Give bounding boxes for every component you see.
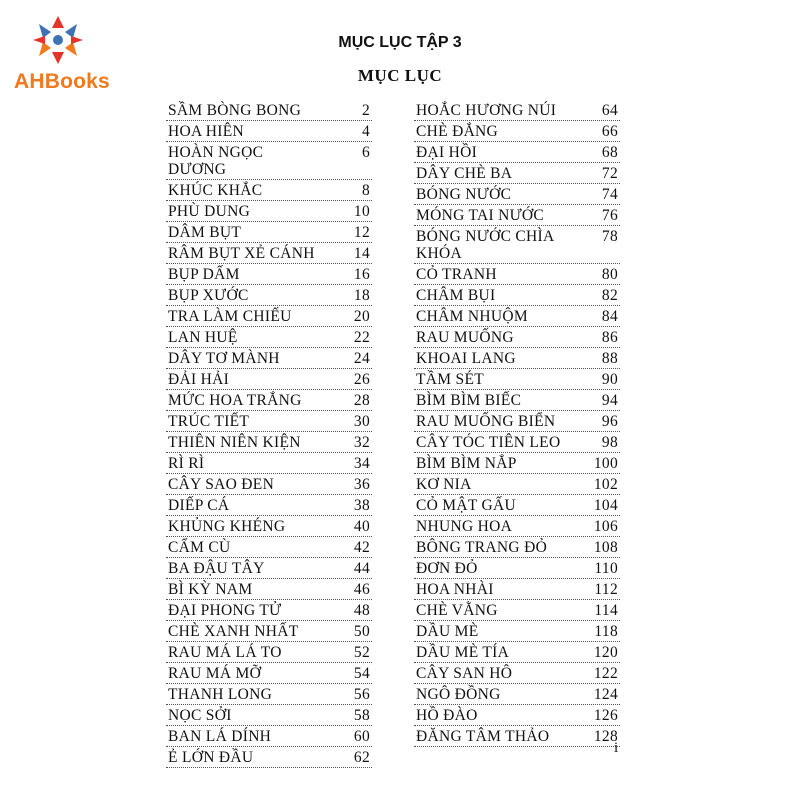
toc-entry-page: 84 [601,308,618,325]
toc-entry-page: 98 [601,434,618,451]
toc-entry-title: CỎ MẬT GẤU [416,497,517,514]
toc-entry-title: BÔNG TRANG ĐỎ [416,539,548,556]
toc-entry[interactable] [166,121,372,142]
toc-entry[interactable] [414,684,620,705]
toc-entry-page: 120 [593,644,618,661]
logo-text: AHBooks [14,70,110,93]
toc-entry-title: THANH LONG [168,686,273,703]
toc-entry[interactable] [166,100,372,121]
toc-entry[interactable] [414,121,620,142]
toc-entry-page: 118 [594,623,618,640]
toc-entry[interactable] [166,432,372,453]
toc-entry-page: 12 [353,224,370,241]
toc-entry-page: 100 [593,455,618,472]
toc-entry-title: DẦU MÈ TÍA [416,644,510,661]
toc-entry[interactable] [166,558,372,579]
toc-entry-page: 112 [594,581,618,598]
toc-entry-page: 32 [353,434,370,451]
toc-entry[interactable] [166,642,372,663]
toc-heading: MỤC LỤC [357,66,443,85]
toc-entry-title: BÓNG NƯỚC CHÌA KHÓA [416,228,554,262]
toc-entry-title: KHỦNG KHÉNG [168,518,286,535]
toc-entry[interactable] [414,621,620,642]
toc-entry-page: 28 [353,392,370,409]
toc-entry[interactable] [414,453,620,474]
toc-entry[interactable] [414,642,620,663]
toc-entry-title: TRÚC TIẾT [168,413,250,430]
toc-entry-page: 96 [601,413,618,430]
toc-entry[interactable] [414,495,620,516]
toc-entry-title: HỒ ĐÀO [416,707,478,724]
toc-entry-title: NHUNG HOA [416,518,513,535]
toc-entry-page: 88 [601,350,618,367]
toc-entry[interactable] [414,348,620,369]
toc-entry-title: KHOAI LANG [416,350,516,367]
toc-entry-page: 62 [353,749,370,766]
toc-entry-title: RAU MUỐNG [416,329,514,346]
toc-entry-page: 56 [353,686,370,703]
toc-entry[interactable] [414,537,620,558]
toc-entry[interactable] [414,100,620,121]
toc-entry[interactable] [166,537,372,558]
toc-entry[interactable] [166,411,372,432]
toc-entry-page: 44 [353,560,370,577]
toc-entry-page: 40 [353,518,370,535]
toc-entry-page: 82 [601,287,618,304]
toc-entry-page: 20 [353,308,370,325]
toc-entry-page: 124 [593,686,618,703]
toc-entry-page: 10 [353,203,370,220]
toc-entry-title: HOA HIÊN [168,123,245,140]
toc-entry-title: ĐẢI HẢI [168,371,230,388]
toc-entry-title: KƠ NIA [416,476,472,493]
toc-entry[interactable] [414,264,620,285]
toc-entry-title: MÓNG TAI NƯỚC [416,207,545,224]
toc-entry[interactable] [166,747,372,768]
toc-entry[interactable] [166,495,372,516]
toc-entry[interactable] [414,163,620,184]
toc-entry-title: CHÂM NHUỘM [416,308,528,325]
toc-entry[interactable] [166,306,372,327]
toc-entry[interactable] [166,600,372,621]
toc-entry-title: BÓNG NƯỚC [416,186,512,203]
toc-entry[interactable] [166,222,372,243]
toc-entry-title: DÂY TƠ MÀNH [168,350,280,367]
toc-entry[interactable] [414,432,620,453]
toc-entry-page: 34 [353,455,370,472]
toc-entry-title: ĐĂNG TÂM THẢO [416,728,550,745]
toc-entry[interactable] [166,180,372,201]
toc-entry[interactable] [166,621,372,642]
toc-entry-title: DIẾP CÁ [168,497,230,514]
toc-entry-title: THIÊN NIÊN KIỆN [168,434,301,451]
toc-entry[interactable] [166,348,372,369]
toc-entry-title: BÌM BÌM BIẾC [416,392,522,409]
toc-entry[interactable] [414,390,620,411]
toc-entry-title: CHÈ VẰNG [416,602,498,619]
toc-entry-page: 30 [353,413,370,430]
toc-entry[interactable] [166,579,372,600]
toc-entry[interactable] [166,516,372,537]
toc-entry-page: 2 [361,102,370,119]
toc-entry[interactable] [414,306,620,327]
toc-entry-title: DÂM BỤT [168,224,242,241]
toc-right-column [414,100,620,747]
toc-entry-title: CÂY SAO ĐEN [168,476,275,493]
toc-entry[interactable] [166,453,372,474]
toc-left-column [166,100,372,768]
toc-entry-title: PHÙ DUNG [168,203,251,220]
toc-entry-title: LAN HUỆ [168,329,238,346]
toc-entry[interactable] [414,184,620,205]
toc-entry-page: 80 [601,266,618,283]
toc-entry-title: DẦU MÈ [416,623,479,640]
toc-entry-page: 60 [353,728,370,745]
toc-entry[interactable] [166,684,372,705]
toc-entry-page: 64 [601,102,618,119]
toc-entry[interactable] [166,327,372,348]
toc-entry-title: ĐẠI HỒI [416,144,478,161]
toc-entry-title: RAU MÁ MỠ [168,665,262,682]
toc-entry-title: BỤP XƯỚC [168,287,249,304]
toc-entry-page: 18 [353,287,370,304]
series-title: MỤC LỤC TẬP 3 [338,34,462,51]
toc-entry-page: 74 [601,186,618,203]
toc-entry-page: 122 [593,665,618,682]
toc-entry-page: 50 [353,623,370,640]
toc-entry[interactable] [414,474,620,495]
toc-entry-title: MỨC HOA TRẮNG [168,392,302,409]
toc-entry-page: 16 [353,266,370,283]
toc-entry[interactable] [166,369,372,390]
toc-entry-title: RAU MÁ LÁ TO [168,644,282,661]
toc-entry-title: CHÈ XANH NHẤT [168,623,299,640]
toc-entry[interactable] [166,142,372,180]
toc-entry-page: 8 [361,182,370,199]
toc-entry-title: NGÔ ĐỒNG [416,686,501,703]
toc-entry-page: 36 [353,476,370,493]
toc-entry[interactable] [166,705,372,726]
toc-entry-title: HOÀN NGỌC DƯƠNG [168,144,264,178]
toc-entry[interactable] [166,285,372,306]
toc-entry[interactable] [414,285,620,306]
toc-entry-page: 110 [594,560,618,577]
toc-entry[interactable] [414,705,620,726]
toc-entry-page: 78 [601,228,618,245]
toc-entry-page: 104 [593,497,618,514]
toc-entry-title: BA ĐẬU TÂY [168,560,265,577]
toc-entry-title: BÌ KỲ NAM [168,581,253,598]
toc-entry[interactable] [166,390,372,411]
toc-entry[interactable] [414,663,620,684]
toc-entry[interactable] [414,579,620,600]
toc-entry-title: CHÈ ĐẮNG [416,123,499,140]
toc-entry-title: TẦM SÉT [416,371,484,388]
toc-entry-page: 14 [353,245,370,262]
toc-entry-page: 46 [353,581,370,598]
toc-entry[interactable] [414,411,620,432]
toc-entry-page: 42 [353,539,370,556]
toc-entry-page: 38 [353,497,370,514]
toc-entry-title: Ẻ LỚN ĐẦU [168,749,254,766]
toc-entry-title: RÂM BỤT XẺ CÁNH [168,245,315,262]
toc-entry[interactable] [414,226,620,264]
toc-entry-title: ĐƠN ĐỎ [416,560,478,577]
toc-entry-page: 6 [361,144,370,161]
toc-entry-title: HOẮC HƯƠNG NÚI [416,102,557,119]
toc-entry-page: 102 [593,476,618,493]
toc-entry-title: NỌC SỞI [168,707,232,724]
toc-entry[interactable] [166,264,372,285]
toc-entry-title: BAN LÁ DÍNH [168,728,272,745]
toc-entry-title: SẦM BÒNG BONG [168,102,302,119]
toc-entry-page: 52 [353,644,370,661]
toc-entry[interactable] [166,726,372,747]
toc-entry-title: BÌM BÌM NẮP [416,455,517,472]
toc-entry[interactable] [414,369,620,390]
toc-entry-title: DÂY CHÈ BA [416,165,513,182]
toc-entry-title: CHÂM BỤI [416,287,496,304]
toc-entry-title: CỎ TRANH [416,266,497,283]
toc-entry-page: 126 [593,707,618,724]
toc-entry-page: 54 [353,665,370,682]
toc-entry[interactable] [166,243,372,264]
toc-entry[interactable] [414,600,620,621]
toc-entry-page: 76 [601,207,618,224]
toc-entry-page: 68 [601,144,618,161]
toc-entry-title: RÌ RÌ [168,455,205,472]
toc-entry-page: 114 [594,602,618,619]
toc-entry-title: HOA NHÀI [416,581,494,598]
page-number: i [614,740,619,756]
toc-entry[interactable] [414,327,620,348]
toc-entry-page: 4 [361,123,370,140]
toc-entry-page: 22 [353,329,370,346]
toc-entry[interactable] [166,201,372,222]
toc-entry-page: 86 [601,329,618,346]
toc-entry-title: TRA LÀM CHIẾU [168,308,292,325]
toc-entry[interactable] [414,142,620,163]
toc-entry-title: ĐẠI PHONG TỬ [168,602,282,619]
toc-entry-title: CẨM CÙ [168,539,231,556]
toc-entry[interactable] [414,516,620,537]
toc-entry-page: 128 [593,728,618,745]
toc-entry-page: 58 [353,707,370,724]
toc-entry-page: 94 [601,392,618,409]
toc-entry-title: CÂY SAN HÔ [416,665,513,682]
toc-entry-page: 90 [601,371,618,388]
toc-entry-page: 72 [601,165,618,182]
toc-entry-title: KHÚC KHẮC [168,182,263,199]
toc-entry[interactable] [414,726,620,747]
toc-entry[interactable] [166,663,372,684]
toc-entry-page: 26 [353,371,370,388]
toc-entry-page: 106 [593,518,618,535]
toc-entry-page: 48 [353,602,370,619]
toc-entry-page: 66 [601,123,618,140]
toc-entry[interactable] [166,474,372,495]
toc-entry-title: BỤP DẤM [168,266,240,283]
toc-entry-page: 24 [353,350,370,367]
toc-entry[interactable] [414,205,620,226]
toc-entry-title: CÂY TÓC TIÊN LEO [416,434,561,451]
toc-entry-title: RAU MUỐNG BIỂN [416,413,556,430]
toc-entry-page: 108 [593,539,618,556]
toc-entry[interactable] [414,558,620,579]
